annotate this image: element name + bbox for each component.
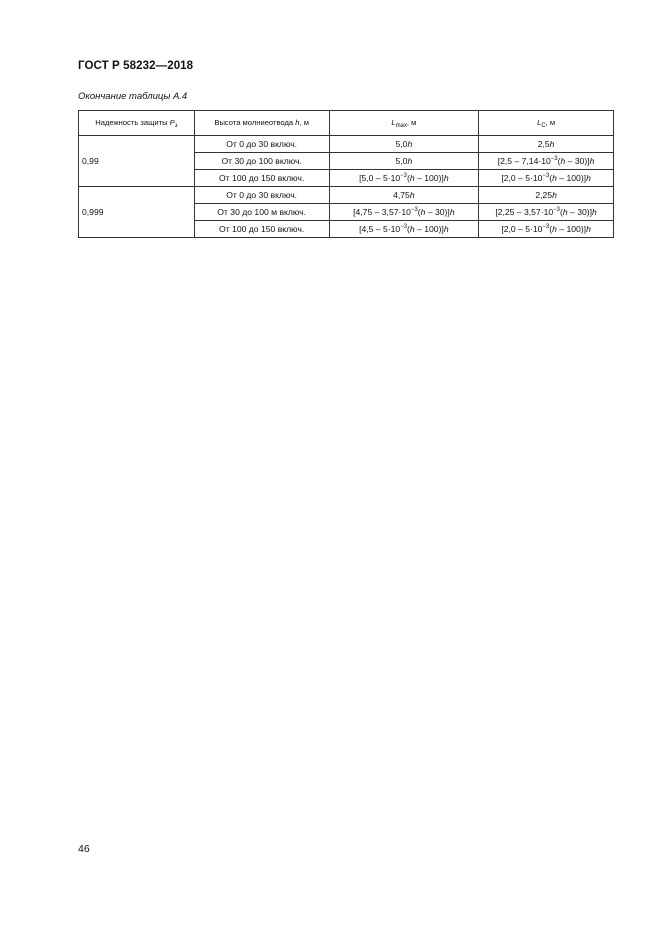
table-caption: Окончание таблицы А.4 bbox=[78, 91, 188, 102]
lmax-cell: $[4,75 - 3,57\cdot 10^{-3}(h - 30)]h$ bbox=[329, 204, 479, 221]
header-lc bbox=[479, 111, 614, 136]
header-reliability-text: Надежность защиты bbox=[95, 118, 170, 128]
header-lmax-symbol: L bbox=[391, 118, 396, 128]
lmax-cell: $[4,5 - 5\cdot 10^{-3}(h - 100)]h$ bbox=[329, 221, 479, 238]
height-cell: От 0 до 30 включ. bbox=[194, 136, 329, 153]
header-height-unit: , м bbox=[299, 118, 309, 128]
header-reliability bbox=[79, 111, 195, 136]
reliability-cell: 0,999 bbox=[79, 187, 195, 238]
header-height-text: Высота молниеотвода bbox=[214, 118, 296, 128]
header-reliability-subscript: з bbox=[174, 123, 178, 130]
lmax-cell: 4,75h bbox=[329, 187, 479, 204]
header-lc-unit: , м bbox=[545, 118, 556, 128]
lc-cell: $[2,5 - 7,14\cdot 10^{-3}(h - 30)]h$ bbox=[479, 153, 614, 170]
data-table bbox=[78, 110, 614, 238]
lmax-cell: 5,0h bbox=[329, 153, 479, 170]
height-cell: От 100 до 150 включ. bbox=[194, 221, 329, 238]
height-cell: От 30 до 100 включ. bbox=[194, 153, 329, 170]
header-lc-subscript: C bbox=[541, 123, 546, 130]
header-lmax-subscript: max bbox=[395, 123, 407, 130]
lc-cell: 2,25h bbox=[479, 187, 614, 204]
standard-id: ГОСТ Р 58232—2018 bbox=[78, 60, 194, 72]
lmax-cell: $[5,0 - 5\cdot 10^{-3}(h - 100)]h$ bbox=[329, 170, 479, 187]
header-lc-symbol: L bbox=[537, 118, 542, 128]
lc-cell: $[2,25 - 3,57\cdot 10^{-3}(h - 30)]h$ bbox=[479, 204, 614, 221]
header-lmax bbox=[329, 111, 479, 136]
page-number: 46 bbox=[78, 843, 90, 855]
header-height bbox=[194, 111, 329, 136]
lc-cell: $[2,0 - 5\cdot 10^{-3}(h - 100)]h$ bbox=[479, 170, 614, 187]
table-row bbox=[79, 136, 614, 153]
height-cell: От 30 до 100 м включ. bbox=[194, 204, 329, 221]
height-cell: От 100 до 150 включ. bbox=[194, 170, 329, 187]
lc-cell: 2,5h bbox=[479, 136, 614, 153]
table-row bbox=[79, 187, 614, 204]
header-reliability-symbol: P bbox=[169, 118, 175, 128]
reliability-cell: 0,99 bbox=[79, 136, 195, 187]
header-height-symbol: h bbox=[295, 118, 300, 128]
lc-cell: $[2,0 - 5\cdot 10^{-3}(h - 100)]h$ bbox=[479, 221, 614, 238]
table-header-row bbox=[79, 111, 614, 136]
lmax-cell: 5,0h bbox=[329, 136, 479, 153]
height-cell: От 0 до 30 включ. bbox=[194, 187, 329, 204]
header-lmax-unit: , м bbox=[406, 118, 417, 128]
